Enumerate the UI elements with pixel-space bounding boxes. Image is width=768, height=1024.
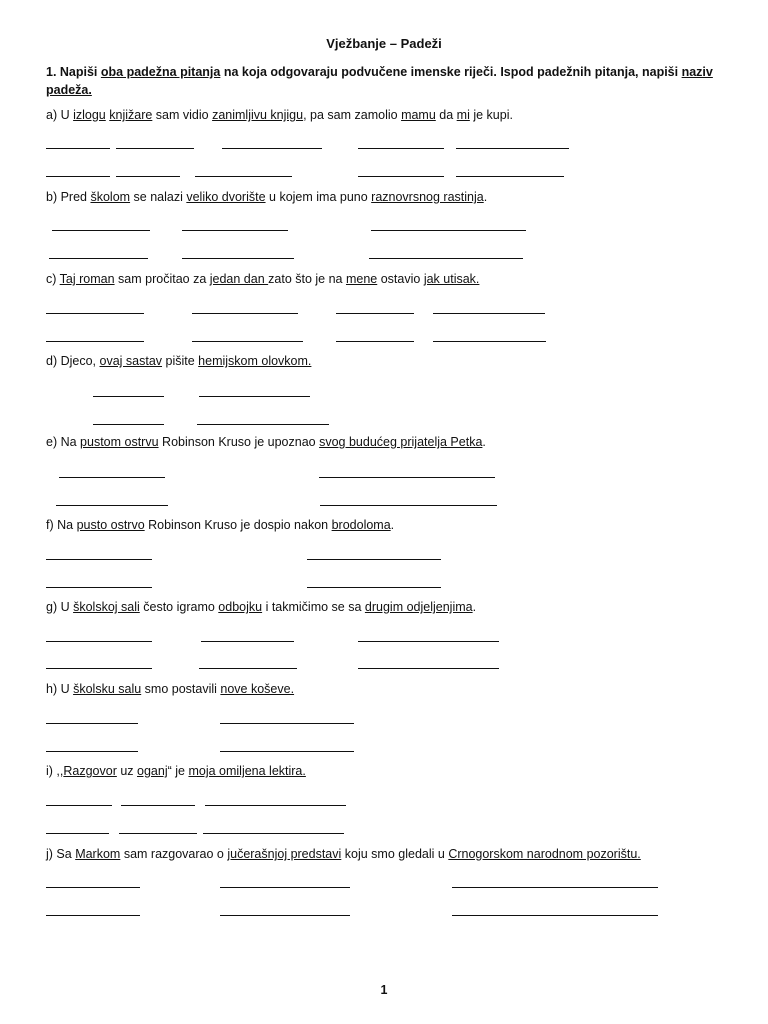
sentence-text: na koja odgovaraju podvučene imenske riječi. Ispod padežnih pitanja, napiši [220, 65, 682, 79]
underlined-word: školsku salu [73, 682, 142, 696]
answer-blank[interactable] [433, 341, 546, 342]
answer-blank[interactable] [46, 668, 152, 669]
answer-blank[interactable] [46, 887, 140, 888]
answer-blank[interactable] [46, 341, 144, 342]
underlined-word: pusto ostrvo [76, 518, 145, 532]
answer-blank[interactable] [336, 341, 414, 342]
sentence-text: zato što je na [268, 272, 346, 286]
question-sentence [46, 764, 306, 778]
answer-blank[interactable] [46, 148, 110, 149]
answer-blank[interactable] [336, 313, 414, 314]
answer-blank[interactable] [116, 176, 180, 177]
answer-blank[interactable] [46, 805, 112, 806]
question-sentence [46, 272, 479, 286]
answer-blank[interactable] [192, 341, 303, 342]
answer-blank[interactable] [182, 258, 294, 259]
answer-blank[interactable] [93, 424, 164, 425]
answer-blank[interactable] [49, 258, 148, 259]
task-instruction [46, 63, 726, 99]
answer-blank[interactable] [203, 833, 344, 834]
answer-blank[interactable] [59, 477, 165, 478]
sentence-text: i takmičimo se sa [262, 600, 365, 614]
sentence-text: , pa sam zamolio [303, 108, 402, 122]
underlined-word: svog budućeg prijatelja Petka [319, 435, 483, 449]
sentence-text: g) U [46, 600, 74, 614]
answer-blank[interactable] [52, 230, 150, 231]
answer-blank[interactable] [199, 396, 310, 397]
answer-blank[interactable] [46, 176, 110, 177]
question-sentence [46, 354, 311, 368]
answer-blank[interactable] [182, 230, 288, 231]
answer-blank[interactable] [456, 148, 569, 149]
answer-blank[interactable] [358, 148, 444, 149]
answer-blank[interactable] [192, 313, 298, 314]
sentence-text: . [482, 435, 486, 449]
answer-blank[interactable] [369, 258, 523, 259]
underlined-word: izlogu [73, 108, 106, 122]
sentence-text: . [483, 190, 488, 204]
answer-blank[interactable] [358, 176, 444, 177]
answer-blank[interactable] [116, 148, 194, 149]
underlined-word: hemijskom olovkom. [198, 354, 312, 368]
sentence-text: f) Na [46, 518, 77, 532]
answer-blank[interactable] [119, 833, 197, 834]
question-sentence [46, 600, 476, 614]
underlined-word: jak utisak. [423, 272, 480, 286]
answer-blank[interactable] [46, 587, 152, 588]
underlined-word: jedan dan [209, 272, 269, 286]
answer-blank[interactable] [456, 176, 564, 177]
page-number: 1 [380, 983, 388, 997]
underlined-word: Taj roman [59, 272, 115, 286]
sentence-text: je kupi. [469, 108, 513, 122]
answer-blank[interactable] [46, 833, 109, 834]
sentence-text: b) Pred [46, 190, 91, 204]
underlined-word: zanimljivu knjigu [212, 108, 304, 122]
answer-blank[interactable] [220, 723, 354, 724]
sentence-text: smo postavili [141, 682, 221, 696]
answer-blank[interactable] [320, 505, 497, 506]
question-sentence [46, 682, 294, 696]
underlined-word: mamu [401, 108, 436, 122]
answer-blank[interactable] [195, 176, 292, 177]
sentence-text: i) ,, [46, 764, 64, 778]
answer-blank[interactable] [307, 587, 441, 588]
answer-blank[interactable] [93, 396, 164, 397]
underlined-word: Markom [75, 847, 121, 861]
worksheet-title: Vježbanje – Padeži [326, 36, 442, 51]
answer-blank[interactable] [433, 313, 545, 314]
question-sentence [46, 518, 394, 532]
sentence-text: c) [46, 272, 60, 286]
sentence-text: Robinson Kruso je dospio nakon [144, 518, 332, 532]
answer-blank[interactable] [307, 559, 441, 560]
answer-blank[interactable] [199, 668, 297, 669]
sentence-text: . [390, 518, 395, 532]
answer-blank[interactable] [121, 805, 195, 806]
underlined-word: veliko dvorište [186, 190, 266, 204]
underlined-word: moja omiljena lektira. [188, 764, 306, 778]
underlined-word: školskoj sali [73, 600, 140, 614]
underlined-word: mene [345, 272, 378, 286]
answer-blank[interactable] [319, 477, 495, 478]
answer-blank[interactable] [46, 559, 152, 560]
sentence-text: u kojem ima puno [265, 190, 372, 204]
underlined-word: odbojku [218, 600, 263, 614]
sentence-text: Robinson Kruso je upoznao [158, 435, 320, 449]
answer-blank[interactable] [46, 915, 140, 916]
underlined-word: knjižare [109, 108, 153, 122]
underlined-word: brodoloma [331, 518, 391, 532]
answer-blank[interactable] [371, 230, 526, 231]
answer-blank[interactable] [197, 424, 329, 425]
sentence-text: pišite [162, 354, 199, 368]
underlined-word: oba padežna pitanja [100, 65, 221, 79]
sentence-text: često igramo [139, 600, 219, 614]
sentence-text: . [472, 600, 477, 614]
answer-blank[interactable] [46, 641, 152, 642]
answer-blank[interactable] [222, 148, 322, 149]
underlined-word: raznovrsnog rastinja [371, 190, 484, 204]
sentence-text: “ je [167, 764, 189, 778]
underlined-word: mi [456, 108, 470, 122]
question-sentence [46, 108, 513, 122]
underlined-word: Razgovor [63, 764, 117, 778]
sentence-text: koju smo gledali u [341, 847, 449, 861]
sentence-text: da [435, 108, 457, 122]
answer-blank[interactable] [201, 641, 294, 642]
answer-blank[interactable] [56, 505, 168, 506]
question-sentence [46, 847, 641, 861]
sentence-text: uz [116, 764, 138, 778]
answer-blank[interactable] [205, 805, 346, 806]
underlined-word: školom [90, 190, 131, 204]
answer-blank[interactable] [358, 668, 499, 669]
underlined-word: nove koševe. [220, 682, 295, 696]
answer-blank[interactable] [220, 887, 350, 888]
sentence-text: ostavio [377, 272, 424, 286]
sentence-text: h) U [46, 682, 74, 696]
underlined-word: pustom ostrvu [80, 435, 159, 449]
answer-blank[interactable] [452, 887, 658, 888]
sentence-text: sam pročitao za [114, 272, 210, 286]
sentence-text: j) Sa [46, 847, 76, 861]
sentence-text: sam vidio [152, 108, 213, 122]
answer-blank[interactable] [220, 915, 350, 916]
answer-blank[interactable] [358, 641, 499, 642]
answer-blank[interactable] [46, 723, 138, 724]
answer-blank[interactable] [452, 915, 658, 916]
sentence-text: sam razgovarao o [120, 847, 228, 861]
underlined-word: oganj [137, 764, 168, 778]
underlined-word: Crnogorskom narodnom pozorištu. [448, 847, 641, 861]
sentence-text: 1. Napiši [46, 65, 101, 79]
answer-blank[interactable] [220, 751, 354, 752]
answer-blank[interactable] [46, 751, 138, 752]
underlined-word: drugim odjeljenjima [364, 600, 473, 614]
answer-blank[interactable] [46, 313, 144, 314]
underlined-word: jučerašnjoj predstavi [227, 847, 342, 861]
underlined-word: naziv padeža. [46, 65, 713, 97]
question-sentence [46, 435, 486, 449]
sentence-text: a) U [46, 108, 74, 122]
sentence-text: d) Djeco, [46, 354, 100, 368]
sentence-text: se nalazi [130, 190, 187, 204]
underlined-word: ovaj sastav [99, 354, 163, 368]
question-sentence [46, 190, 487, 204]
sentence-text: e) Na [46, 435, 81, 449]
